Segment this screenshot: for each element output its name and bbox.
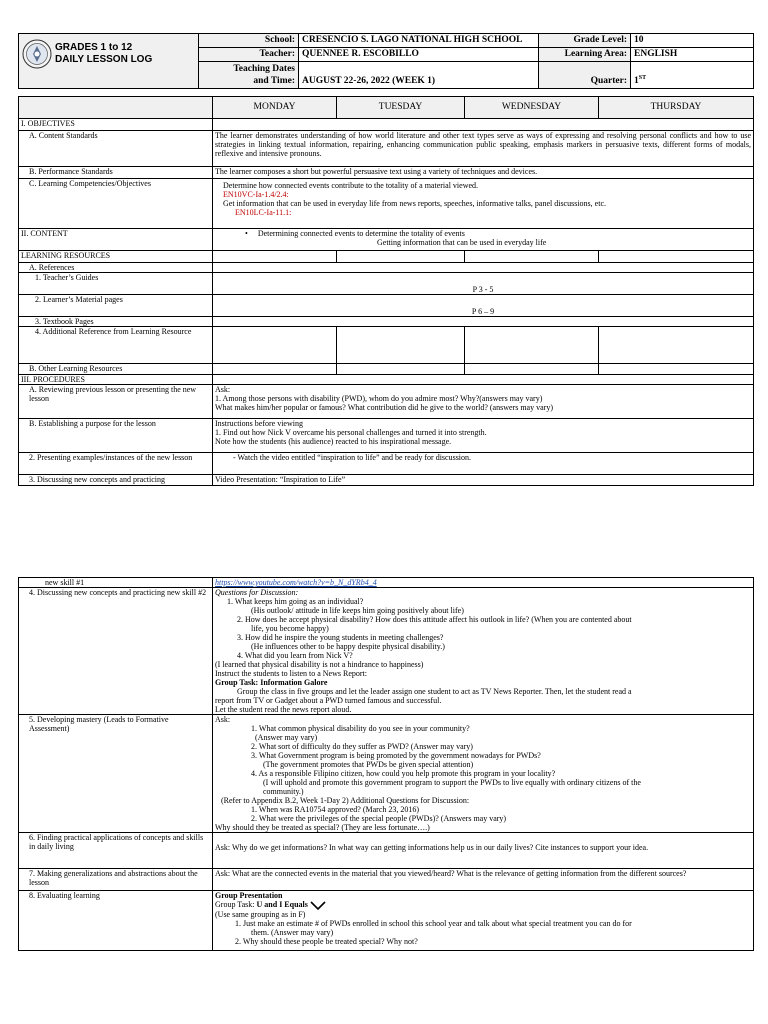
references-label: A. References <box>19 263 213 273</box>
or-thursday <box>599 364 754 375</box>
additional-reference-label: 4. Additional Reference from Learning Resource <box>19 327 213 364</box>
purpose-label: B. Establishing a purpose for the lesson <box>19 419 213 453</box>
competency-code-1: EN10VC-Ia-1.4/2.4: <box>223 190 289 199</box>
eval-line-3: them. (Answer may vary) <box>251 928 334 938</box>
textbook-pages-value <box>213 317 754 327</box>
mastery-line-13: Why should they be treated as special? (They are less fortunate….) <box>215 823 430 832</box>
reviewing-line-2: 1. Among those persons with disability (PWD), whom do you admire most? Why?(answers may vary) <box>215 394 543 403</box>
content-bullet-text: Determining connected events to determine the totality of events <box>257 229 465 238</box>
video-link-cell <box>213 578 754 588</box>
discussion-line-3: 2. How does he accept physical disability? How does this attitude affect his outlook in life? (When you are contented about <box>237 615 632 624</box>
competency-line-2: Get information that can be used in everyday life from news reports, speeches, informative talks, panel discussions, etc. <box>223 199 606 208</box>
learning-area-value: ENGLISH <box>631 48 754 62</box>
presenting-examples-label: 2. Presenting examples/instances of the new lesson <box>19 453 213 475</box>
quarter-label: Quarter: <box>539 62 631 89</box>
reviewing-label: A. Reviewing previous lesson or presenting the new lesson <box>19 385 213 419</box>
quarter-number: 1 <box>634 76 639 86</box>
competency-code-2: EN10LC-Ia-11.1: <box>235 208 292 217</box>
developing-mastery-label: 5. Developing mastery (Leads to Formative Assessment) <box>19 715 213 833</box>
grade-level-value: 10 <box>631 34 754 48</box>
procedures-heading: III. PROCEDURES <box>19 375 213 385</box>
day-monday: MONDAY <box>213 97 337 119</box>
discussing-concepts-text: Video Presentation: “Inspiration to Life” <box>213 475 754 486</box>
eval-task-name: U and I Equals <box>256 900 308 909</box>
eval-line-2: 1. Just make an estimate # of PWDs enrolled in school this school year and talk about what special treatment you can do for <box>235 919 632 929</box>
ar-monday <box>213 327 337 364</box>
teacher-value: QUENNEE R. ESCOBILLO <box>299 48 539 62</box>
group-task-name: Information Galore <box>260 678 328 687</box>
day-tuesday: TUESDAY <box>337 97 465 119</box>
discussion-heading: Questions for Discussion: <box>215 588 299 597</box>
purpose-line-3: Note how the students (his audience) reacted to his inspirational message. <box>215 437 452 446</box>
mastery-line-8: (I will uphold and promote this government program to support the PWDs to live equally with ordinary citizens of the <box>263 778 641 787</box>
learning-resources-heading: LEARNING RESOURCES <box>19 251 213 263</box>
ar-tuesday <box>337 327 465 364</box>
references-blank <box>213 263 754 273</box>
discussion-line-5: 3. How did he inspire the young students in meeting challenges? <box>237 633 444 642</box>
new-skill-2-label: 4. Discussing new concepts and practicing new skill #2 <box>19 588 213 715</box>
day-thursday: THURSDAY <box>599 97 754 119</box>
reviewing-line-1: Ask: <box>215 385 231 394</box>
learners-material-label: 2. Learner’s Material pages <box>19 295 213 317</box>
lr-wednesday <box>465 251 599 263</box>
mastery-line-9: community.) <box>263 787 304 796</box>
school-label: School: <box>199 34 299 48</box>
procedures-heading-blank <box>213 375 754 385</box>
content-bullet: • Determining connected events to determine the totality of events <box>245 229 465 238</box>
reviewing-line-3: What makes him/her popular or famous? What contribution did he give to the world? (answers may vary) <box>215 403 553 412</box>
grade-level-label: Grade Level: <box>539 34 631 48</box>
content-standards-label: A. Content Standards <box>19 131 213 167</box>
school-value: CRESENCIO S. LAGO NATIONAL HIGH SCHOOL <box>299 34 539 48</box>
competencies-label: C. Learning Competencies/Objectives <box>19 179 213 229</box>
or-wednesday <box>465 364 599 375</box>
teaching-dates-value: AUGUST 22-26, 2022 (WEEK 1) <box>299 62 539 89</box>
performance-standards-label: B. Performance Standards <box>19 167 213 179</box>
generalizations-text: Ask: What are the connected events in the material that you viewed/heard? What is the relevance of getting information from the different sources? <box>213 869 754 891</box>
logo-cell <box>19 34 199 89</box>
group-task-label: Group Task: <box>215 678 261 687</box>
mastery-line-5: 3. What Government program is being promoted by the government nowadays for PWDs? <box>251 751 541 760</box>
logo-title-line1: GRADES 1 to 12 <box>55 42 133 53</box>
group-task-line-2: report from TV or Gadget about a PWD turned famous and successful. <box>215 696 442 705</box>
developing-mastery-text <box>213 715 754 833</box>
new-skill-2-text <box>213 588 754 715</box>
deped-seal-icon <box>22 39 52 69</box>
discussion-line-2: (His outlook/ attitude in life keeps him going positively about life) <box>251 606 464 615</box>
teaching-dates-label-line1: Teaching Dates <box>233 64 295 74</box>
lr-monday <box>213 251 337 263</box>
mastery-line-12: 2. What were the privileges of the special people (PWDs)? (Answers may vary) <box>251 814 507 823</box>
learners-material-value: P 6 – 9 <box>213 295 754 317</box>
logo-title-line2: DAILY LESSON LOG <box>55 54 153 65</box>
day-wednesday: WEDNESDAY <box>465 97 599 119</box>
discussion-line-4: life, you become happy) <box>251 624 329 633</box>
eval-task-line <box>215 900 751 910</box>
learning-area-label: Learning Area: <box>539 48 631 62</box>
competencies-text <box>213 179 754 229</box>
new-skill-1-label: new skill #1 <box>19 578 213 588</box>
purpose-text <box>213 419 754 453</box>
lr-tuesday <box>337 251 465 263</box>
competency-line-1: Determine how connected events contribute to the totality of a material viewed. <box>223 181 479 190</box>
discussion-line-6: (He influences other to be happy despite physical disability.) <box>251 642 445 651</box>
video-link[interactable]: https://www.youtube.com/watch?v=b_N_dYRb4_4 <box>215 578 377 587</box>
quarter-suffix: ST <box>638 74 647 81</box>
eval-task-label: Group Task: <box>215 900 257 909</box>
reviewing-text <box>213 385 754 419</box>
discussion-line-9: Instruct the students to listen to a News Report: <box>215 669 367 678</box>
eval-line-1: (Use same grouping as in F) <box>215 910 306 920</box>
purpose-line-2: 1. Find out how Nick V overcame his personal challenges and turned it into strength. <box>215 428 487 437</box>
or-tuesday <box>337 364 465 375</box>
mastery-line-1: Ask: <box>215 715 231 724</box>
ar-wednesday <box>465 327 599 364</box>
textbook-pages-label: 3. Textbook Pages <box>19 317 213 327</box>
or-monday <box>213 364 337 375</box>
teaching-dates-label-line2: and Time: <box>253 76 295 86</box>
group-task-line-3: Let the student read the news report aloud. <box>215 705 352 714</box>
evaluating-learning-text <box>213 891 754 951</box>
mastery-line-4: 2. What sort of difficulty do they suffer as PWD? (Answer may vary) <box>251 742 473 751</box>
teachers-guides-label: 1. Teacher’s Guides <box>19 273 213 295</box>
practical-applications-label: 6. Finding practical applications of concepts and skills in daily living <box>19 833 213 869</box>
generalizations-label: 7. Making generalizations and abstractions about the lesson <box>19 869 213 891</box>
teaching-dates-label <box>199 62 299 89</box>
mastery-line-3: (Answer may vary) <box>255 733 318 742</box>
group-presentation-heading: Group Presentation <box>215 891 283 900</box>
objectives-heading: I. OBJECTIVES <box>19 119 213 131</box>
header-table <box>18 33 754 89</box>
objectives-heading-blank <box>213 119 754 131</box>
mastery-line-11: 1. When was RA10754 approved? (March 23, 2016) <box>251 805 420 814</box>
lesson-table-page1 <box>18 96 754 486</box>
teacher-label: Teacher: <box>199 48 299 62</box>
group-task-line-1: Group the class in five groups and let the leader assign one student to act as TV News Reporter. Then, let the student read a <box>237 687 632 696</box>
practical-applications-text: Ask: Why do we get informations? In what way can getting informations help us in our daily lives? Cite instances to support your idea. <box>213 833 754 869</box>
evaluating-learning-label: 8. Evaluating learning <box>19 891 213 951</box>
lesson-table-page2 <box>18 577 754 951</box>
presenting-examples-text: - Watch the video entitled “inspiration to life” and be ready for discussion. <box>213 453 754 475</box>
mastery-line-10: (Refer to Appendix B.2, Week 1-Day 2) Additional Questions for Discussion: <box>221 796 470 805</box>
chevron-down-icon <box>310 900 326 910</box>
teachers-guides-value: P 3 - 5 <box>213 273 754 295</box>
content-heading: II. CONTENT <box>19 229 213 251</box>
content-line-2: Getting information that can be used in everyday life <box>377 238 547 247</box>
mastery-line-7: 4. As a responsible Filipino citizen, how could you help promote this program in your locality? <box>251 769 556 778</box>
ar-thursday <box>599 327 754 364</box>
group-task-line <box>215 678 751 687</box>
content-standards-text: The learner demonstrates understanding of how world literature and other text types serve as ways of expressing and resolving personal conflicts and how to use strategies in linking textual information, repairing, enhancing communication public speaking, emphasis markers in persuasive texts, different forms of modals, reflexive and intensive pronouns. <box>213 131 754 167</box>
quarter-value <box>631 62 754 89</box>
purpose-line-1: Instructions before viewing <box>215 419 303 428</box>
blank-day-header <box>19 97 213 119</box>
mastery-line-2: 1. What common physical disability do you see in your community? <box>251 724 470 733</box>
other-resources-label: B. Other Learning Resources <box>19 364 213 375</box>
content-text <box>213 229 754 251</box>
eval-line-4: 2. Why should these people be treated special? Why not? <box>235 937 418 947</box>
performance-standards-text: The learner composes a short but powerful persuasive text using a variety of techniques and devices. <box>213 167 754 179</box>
discussion-line-8: (I learned that physical disability is not a hindrance to happiness) <box>215 660 424 669</box>
mastery-line-6: (The government promotes that PWDs be given special attention) <box>263 760 474 769</box>
discussion-line-1: 1. What keeps him going as an individual? <box>227 597 364 606</box>
discussing-concepts-label: 3. Discussing new concepts and practicing <box>19 475 213 486</box>
discussion-line-7: 4. What did you learn from Nick V? <box>237 651 353 660</box>
lr-thursday <box>599 251 754 263</box>
